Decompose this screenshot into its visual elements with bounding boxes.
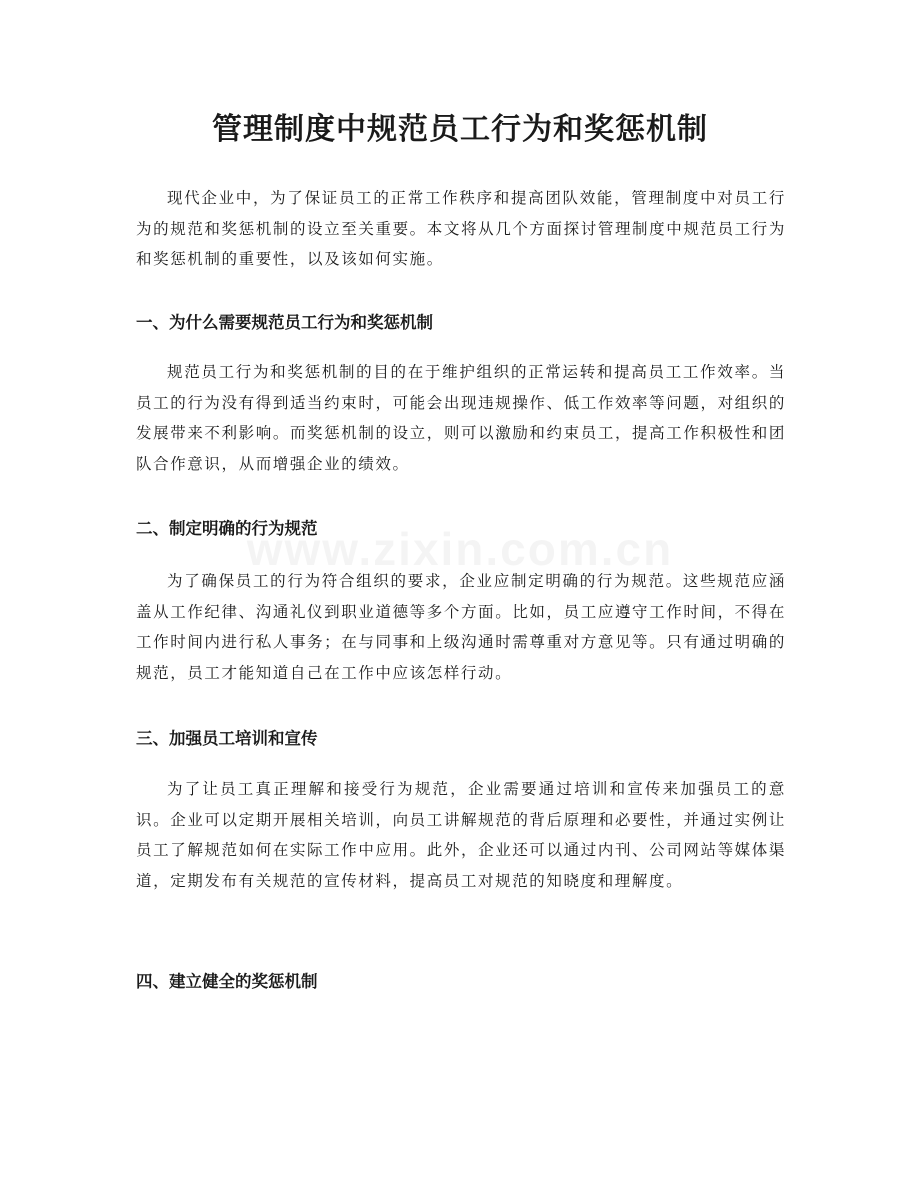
section-3-paragraph: 为了让员工真正理解和接受行为规范，企业需要通过培训和宣传来加强员工的意识。企业可以定期开展相关培训，向员工讲解规范的背后原理和必要性，并通过实例让员工了解规范如何在实际工作中应用。此外，企业还可以通过内刊、公司网站等媒体渠道，定期发布有关规范的宣传材料，提高员工对规范的知晓度和理解度。 (136, 780, 786, 890)
intro-paragraph: 现代企业中，为了保证员工的正常工作秩序和提高团队效能，管理制度中对员工行为的规范和奖惩机制的设立至关重要。本文将从几个方面探讨管理制度中规范员工行为和奖惩机制的重要性，以及该如何实施。 (136, 189, 786, 268)
page-title: 管理制度中规范员工行为和奖惩机制 (212, 112, 708, 147)
section-1-paragraph: 规范员工行为和奖惩机制的目的在于维护组织的正常运转和提高员工工作效率。当员工的行为没有得到适当约束时，可能会出现违规操作、低工作效率等问题，对组织的发展带来不利影响。而奖惩机制的设立，则可以激励和约束员工，提高工作积极性和团队合作意识，从而增强企业的绩效。 (136, 363, 786, 473)
section-3-heading: 三、加强员工培训和宣传 (136, 729, 318, 748)
section-1-heading: 一、为什么需要规范员工行为和奖惩机制 (136, 313, 433, 332)
section-2-heading: 二、制定明确的行为规范 (136, 519, 318, 538)
section-4-heading: 四、建立健全的奖惩机制 (136, 972, 318, 991)
section-2-paragraph: 为了确保员工的行为符合组织的要求，企业应制定明确的行为规范。这些规范应涵盖从工作纪律、沟通礼仪到职业道德等多个方面。比如，员工应遵守工作时间，不得在工作时间内进行私人事务；在与同事和上级沟通时需尊重对方意见等。只有通过明确的规范，员工才能知道自己在工作中应该怎样行动。 (136, 572, 786, 682)
